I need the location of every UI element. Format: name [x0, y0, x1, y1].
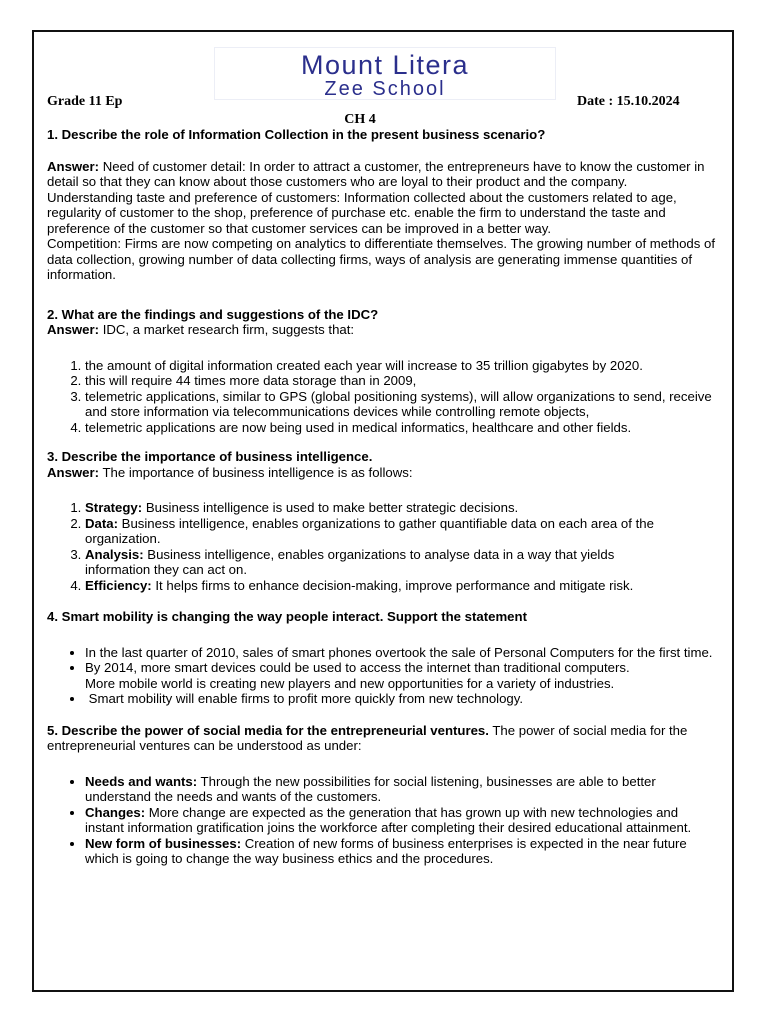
question-4: 4. Smart mobility is changing the way people interact. Support the statement [47, 609, 527, 624]
question-2: 2. What are the findings and suggestions of the IDC? [47, 306, 379, 322]
q5-list [47, 774, 719, 867]
q1-answer-1: Answer: Need of customer detail: In order to attract a customer, the entrepreneurs have to know the customer in detail so that they can know about those customers who are loyal to their product and the company. [47, 158, 705, 189]
list-item: 4. Efficiency: It helps firms to enhance decision-making, improve performance and mitigate risk. [85, 578, 719, 594]
q1-answer-2: Understanding taste and preference of customers: Information collected about the customers related to age, regularity of customer to the shop, preference of purchase etc. enable the firm to understand the taste and preference of the customer so that customer services can be improved in a better way. [47, 189, 677, 236]
q4-list [47, 645, 719, 707]
list-item: 3. telemetric applications, similar to GPS (global positioning systems), will allow organizations to send, receive and store information via telecommunications devices while controlling remote objects, [85, 389, 719, 420]
list-item: • In the last quarter of 2010, sales of smart phones overtook the sale of Personal Computers for the first time. [85, 645, 719, 661]
list-item: • New form of businesses: Creation of new forms of business enterprises is expected in the near future which is going to change the way business ethics and the procedures. [85, 836, 719, 867]
q1-answer-3: Competition: Firms are now competing on analytics to differentiate themselves. The growing number of methods of data collection, growing number of data collecting firms, ways of analysis are generating immense quantities of information. [47, 236, 716, 282]
q3-answer: Answer: The importance of business intelligence is as follows: [47, 464, 413, 480]
logo-line-1: Mount Litera [300, 50, 470, 80]
list-item: 3. Analysis: Business intelligence, enables organizations to analyse data in a way that yields information they can act on. [85, 547, 719, 578]
list-item: 1. the amount of digital information created each year will increase to 35 trillion gigabytes by 2020. [85, 358, 719, 374]
list-item: • Changes: More change are expected as the generation that has grown up with new technologies and instant information gratification joins the workforce after completing their desired educational attainment. [85, 805, 719, 836]
chapter-title: CH 4 [344, 112, 376, 127]
list-item: 2. Data: Business intelligence, enables organizations to gather quantifiable data on each area of the organization. [85, 516, 719, 547]
school-logo [214, 47, 556, 100]
logo-line-2: Zee School [324, 78, 446, 100]
list-item: 4. telemetric applications are now being used in medical informatics, healthcare and other fields. [85, 420, 719, 436]
question-5: 5. Describe the power of social media for the entrepreneurial ventures. The power of social media for the entrepreneurial ventures can be understood as under: [47, 722, 688, 753]
date-label: Date : 15.10.2024 [577, 94, 680, 109]
list-item: • Smart mobility will enable firms to profit more quickly from new technology. [85, 691, 719, 707]
list-item-continuation: More mobile world is creating new players and new opportunities for a variety of industries. [85, 675, 615, 691]
list-item: • Needs and wants: Through the new possibilities for social listening, businesses are able to better understand the needs and wants of the customers. [85, 774, 719, 805]
question-1: 1. Describe the role of Information Collection in the present business scenario? [47, 127, 546, 142]
q2-list [47, 358, 719, 436]
grade-label: Grade 11 Ep [47, 94, 123, 109]
document-body [47, 112, 719, 867]
q3-list [47, 500, 719, 593]
list-item: 2. this will require 44 times more data storage than in 2009, [85, 373, 719, 389]
list-item: 1. Strategy: Business intelligence is used to make better strategic decisions. [85, 500, 719, 516]
question-3: 3. Describe the importance of business intelligence. [47, 449, 373, 464]
list-item: • By 2014, more smart devices could be used to access the internet than traditional computers. More mobile world is creating new players and new opportunities for a variety of industries. [85, 660, 719, 691]
q2-answer: Answer: IDC, a market research firm, suggests that: [47, 322, 355, 337]
